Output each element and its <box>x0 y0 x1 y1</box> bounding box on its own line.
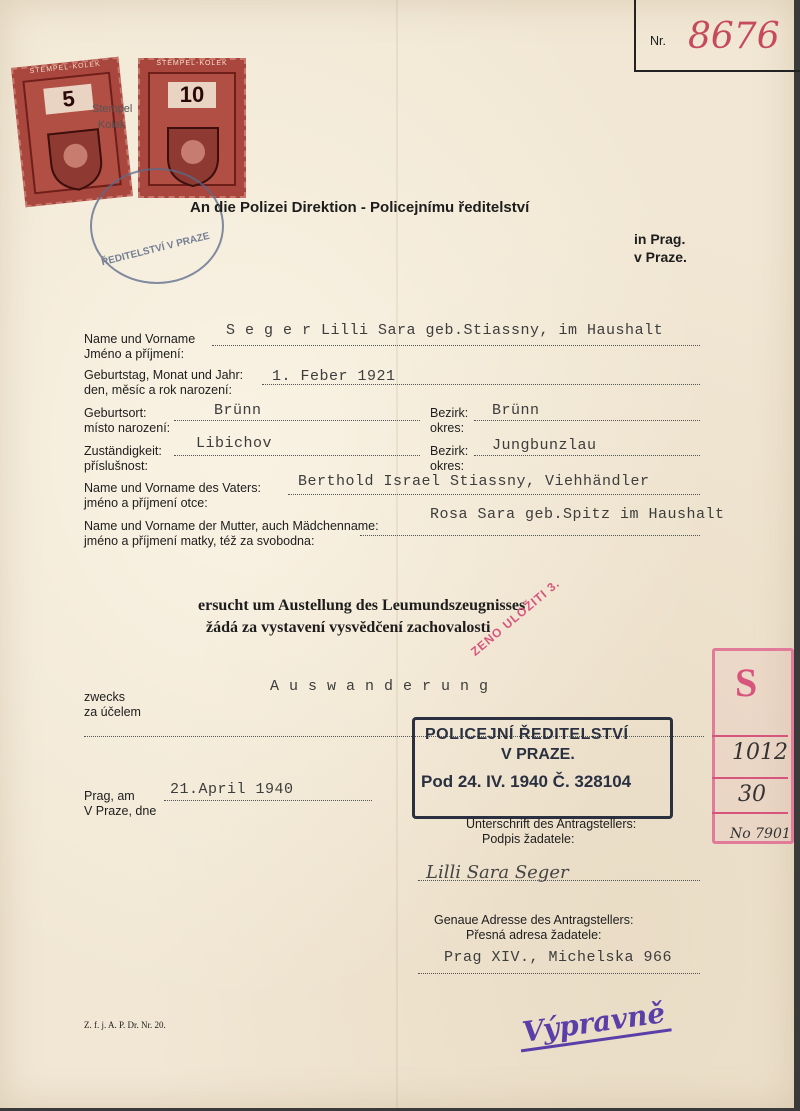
mother-label-cs: jméno a příjmení matky, též za svobodna: <box>84 534 315 548</box>
round-seal <box>90 168 224 284</box>
place-date-line <box>164 800 372 801</box>
domicile-value: Libichov <box>196 435 273 452</box>
stamp-note-line2: Kolek <box>98 119 126 131</box>
stamp-caption: STEMPEL-KOLEK <box>29 60 102 76</box>
domicile-label-cs: příslušnost: <box>84 459 148 473</box>
address-label-de: Genaue Adresse des Antragstellers: <box>434 913 634 927</box>
birthdate-value: 1. Feber 1921 <box>272 368 396 385</box>
registry-entry-3: No 7901 <box>730 826 791 842</box>
seal-text: ŘEDITELSTVÍ V PRAZE <box>100 230 211 269</box>
request-de: ersucht um Austellung des Leumundszeugnisses <box>198 597 526 614</box>
signature-label-de: Unterschrift des Antragstellers: <box>466 817 637 831</box>
police-stamp-line3: Pod 24. IV. 1940 Č. 328104 <box>421 772 632 791</box>
purpose-label-cs: za účelem <box>84 705 141 719</box>
place-date-label-de: Prag, am <box>84 789 135 803</box>
birthplace-label-cs: místo narození: <box>84 421 171 435</box>
number-box <box>634 0 800 72</box>
birthdate-label-de: Geburtstag, Monat und Jahr: <box>84 368 244 382</box>
birthplace-value: Brünn <box>214 402 262 419</box>
registry-letter: S <box>735 660 758 705</box>
stamp-value-2: 10 <box>168 82 216 108</box>
mother-label-de: Name und Vorname der Mutter, auch Mädchenname: <box>84 519 379 533</box>
birthdate-label-cs: den, měsíc a rok narození: <box>84 383 232 397</box>
request-cs: žádá za vystavení vysvědčení zachovalosti <box>206 619 491 636</box>
father-line <box>288 494 700 495</box>
expedition-stamp: Výpravně <box>516 996 671 1053</box>
police-directorate-stamp <box>412 717 673 819</box>
birthplace-line <box>174 420 420 421</box>
applicant-signature: Lilli Sara Seger <box>426 862 569 883</box>
registry-entry-2: 30 <box>738 782 766 807</box>
place-date-value: 21.April 1940 <box>170 781 294 798</box>
name-label-de: Name und Vorname <box>84 332 196 346</box>
registry-divider-2 <box>712 777 788 779</box>
mother-line <box>360 535 700 536</box>
registry-divider-3 <box>712 812 788 814</box>
name-line <box>212 345 700 346</box>
purpose-value: A u s w a n d e r u n g <box>270 678 489 695</box>
domicile-line <box>174 455 420 456</box>
stamp-caption-2: STEMPEL-KOLEK <box>156 60 228 67</box>
signature-label-cs: Podpis žadatele: <box>482 832 575 846</box>
birthplace-label-de: Geburtsort: <box>84 406 147 420</box>
domicile-label-de: Zuständigkeit: <box>84 444 162 458</box>
father-value: Berthold Israel Stiassny, Viehhändler <box>298 473 650 490</box>
domicile-district-value: Jungbunzlau <box>492 437 597 454</box>
addressee-line: An die Polizei Direktion - Policejnímu ředitelství <box>190 199 530 216</box>
registry-entry-1: 1012 <box>732 740 788 765</box>
purpose-label-de: zwecks <box>84 690 125 704</box>
address-line <box>418 973 700 974</box>
birthdate-line <box>262 384 700 385</box>
police-stamp-line2: V PRAZE. <box>501 746 575 763</box>
name-label-cs: Jméno a příjmení: <box>84 347 185 361</box>
number-value: 8676 <box>688 16 780 57</box>
city-cs: v Praze. <box>634 249 687 265</box>
father-label-cs: jméno a příjmení otce: <box>84 496 208 510</box>
paper-fold <box>396 0 398 1108</box>
birthplace-district-label-cs: okres: <box>430 421 465 435</box>
birthplace-district-label-de: Bezirk: <box>430 406 469 420</box>
stamp-value: 5 <box>43 84 93 115</box>
domicile-district-line <box>474 455 700 456</box>
birthplace-district-value: Brünn <box>492 402 540 419</box>
father-label-de: Name und Vorname des Vaters: <box>84 481 261 495</box>
address-value: Prag XIV., Michelska 966 <box>444 949 673 966</box>
domicile-district-label-de: Bezirk: <box>430 444 469 458</box>
place-date-label-cs: V Praze, dne <box>84 804 157 818</box>
registry-divider-1 <box>712 735 788 737</box>
stamp-note-line1: Stempel <box>92 103 133 115</box>
form-code: Z. f. j. A. P. Dr. Nr. 20. <box>84 1020 166 1030</box>
mother-value: Rosa Sara geb.Spitz im Haushalt <box>430 506 725 523</box>
birthplace-district-line <box>474 420 700 421</box>
number-label: Nr. <box>650 34 666 48</box>
signature-line <box>418 880 700 881</box>
police-stamp-line1: POLICEJNÍ ŘEDITELSTVÍ <box>425 726 629 743</box>
address-label-cs: Přesná adresa žadatele: <box>466 928 602 942</box>
city-de: in Prag. <box>634 231 686 247</box>
domicile-district-label-cs: okres: <box>430 459 465 473</box>
name-value: S e g e r Lilli Sara geb.Stiassny, im Haushalt <box>226 322 664 339</box>
red-diagonal-stamp-text: ZENO ULOŽITI 3. <box>468 576 563 659</box>
